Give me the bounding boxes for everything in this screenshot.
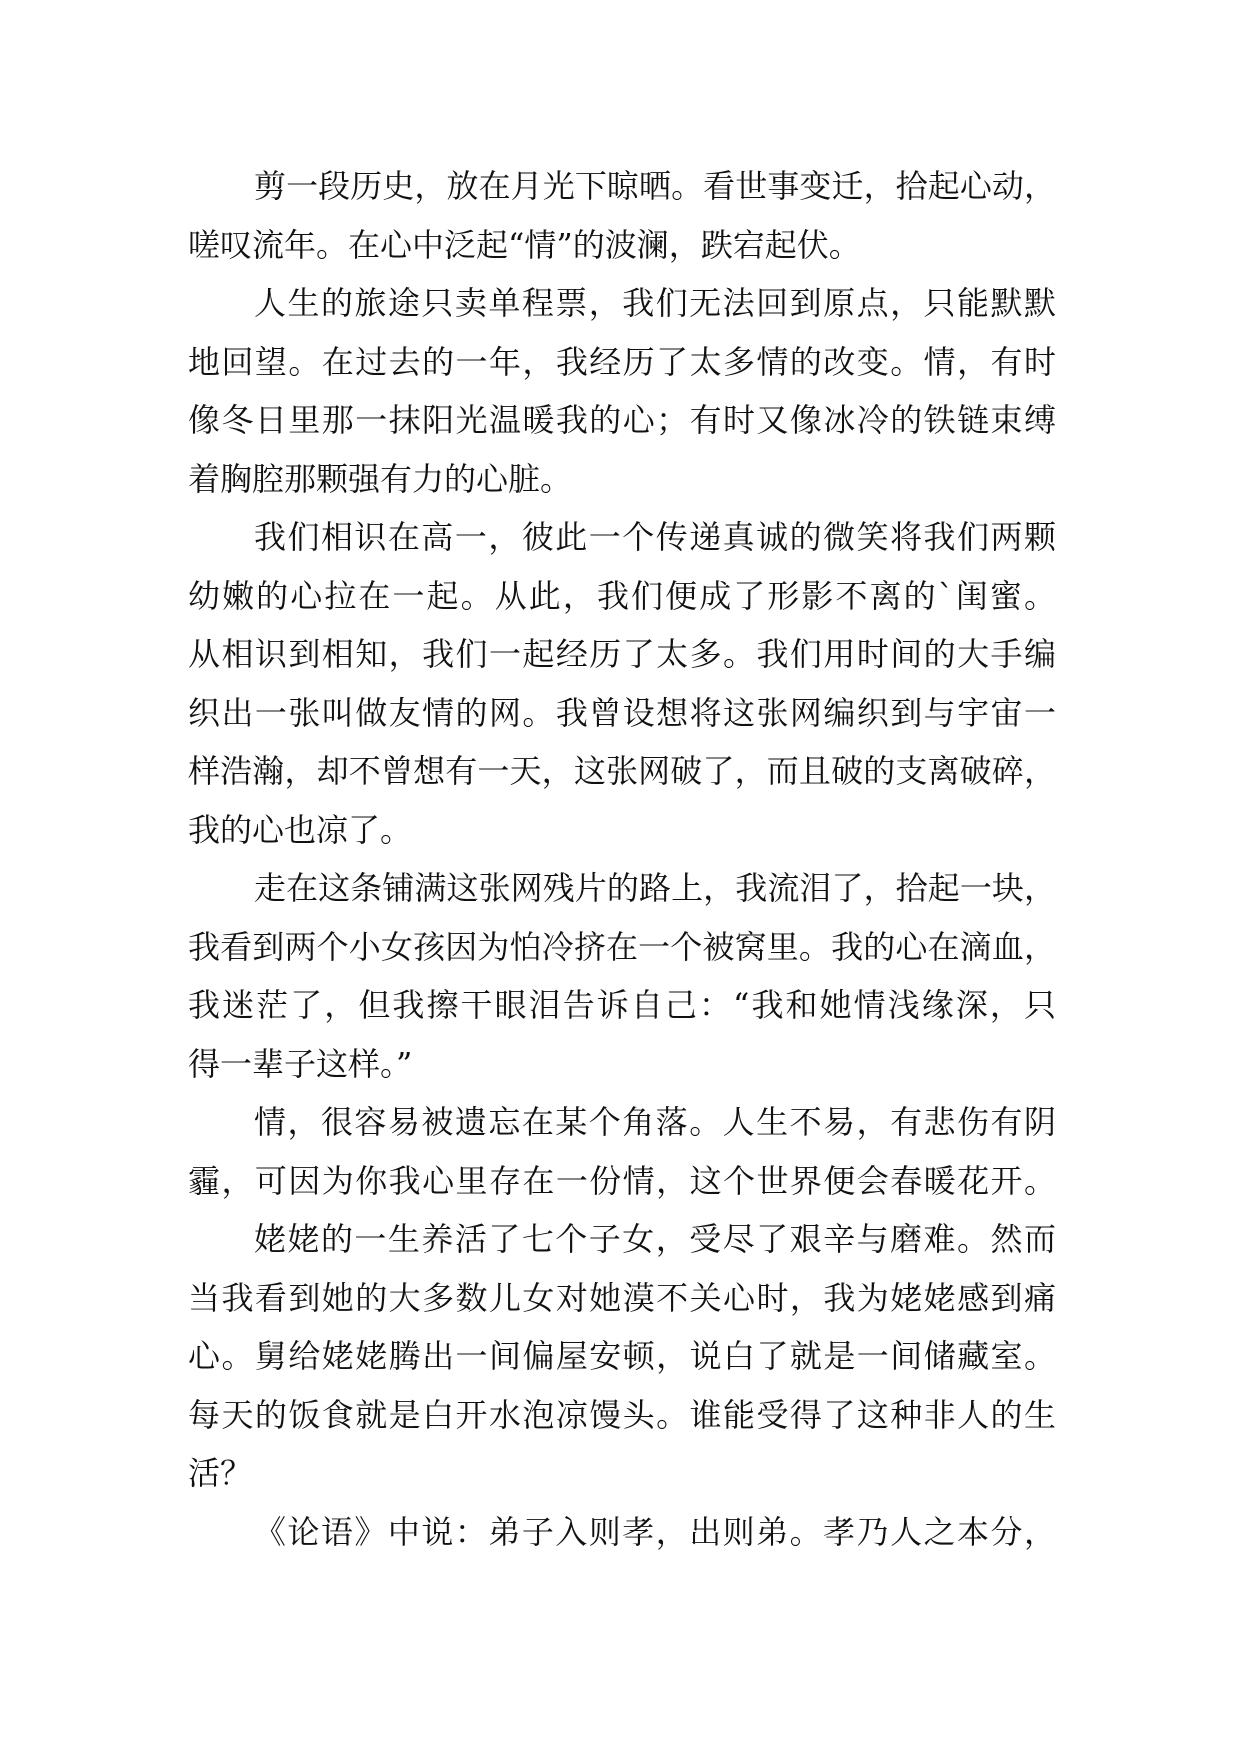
text-line: 走在这条铺满这张网残片的路上，我流泪了，拾起一块， [254,869,1056,907]
text-line: 心。舅给姥姥腾出一间偏屋安顿，说白了就是一间储藏室。 [188,1337,1056,1375]
text-line: 情，很容易被遗忘在某个角落。人生不易，有悲伤有阴 [254,1103,1056,1141]
text-line: 我的心也凉了。 [188,810,413,849]
text-line: 样浩瀚，却不曾想有一天，这张网破了，而且破的支离破碎， [188,752,1056,790]
paragraph [188,1503,1056,1562]
paragraph [188,859,1056,1093]
paragraph [188,1210,1056,1503]
text-line: 霾，可因为你我心里存在一份情，这个世界便会春暖花开。 [188,1161,1056,1200]
text-line: 我迷茫了，但我擦干眼泪告诉自己：“我和她情浅缘深，只 [188,986,1056,1024]
document-body [188,157,1056,1561]
text-line: 织出一张叫做友情的网。我曾设想将这张网编织到与宇宙一 [188,693,1056,732]
text-line: 我看到两个小女孩因为怕冷挤在一个被窝里。我的心在滴血， [188,927,1056,966]
text-line: 当我看到她的大多数儿女对她漠不关心时，我为姥姥感到痛 [188,1278,1056,1317]
paragraph [188,1093,1056,1210]
text-line: 我们相识在高一，彼此一个传递真诚的微笑将我们两颗 [254,518,1056,556]
text-line: 幼嫩的心拉在一起。从此，我们便成了形影不离的`闺蜜。 [188,576,1056,615]
paragraph [188,274,1056,508]
text-line: 人生的旅途只卖单程票，我们无法回到原点，只能默默 [254,284,1056,322]
text-line: 着胸腔那颗强有力的心脏。 [188,459,573,498]
text-line: 从相识到相知，我们一起经历了太多。我们用时间的大手编 [188,635,1056,673]
text-line: 《论语》中说：弟子入则孝，出则弟。孝乃人之本分， [254,1512,1056,1551]
text-line: 姥姥的一生养活了七个子女，受尽了艰辛与磨难。然而 [254,1220,1056,1258]
text-line: 得一辈子这样。” [188,1044,413,1083]
text-line: 嗟叹流年。在心中泛起“情”的波澜，跌宕起伏。 [188,225,861,264]
text-line: 活？ [188,1454,253,1492]
paragraph [188,508,1056,859]
text-line: 剪一段历史，放在月光下晾晒。看世事变迁，拾起心动， [254,167,1056,205]
text-line: 每天的饭食就是白开水泡凉馒头。谁能受得了这种非人的生 [188,1395,1056,1434]
text-line: 地回望。在过去的一年，我经历了太多情的改变。情，有时 [188,342,1056,381]
text-line: 像冬日里那一抹阳光温暖我的心；有时又像冰冷的铁链束缚 [188,401,1056,439]
paragraph [188,157,1056,274]
